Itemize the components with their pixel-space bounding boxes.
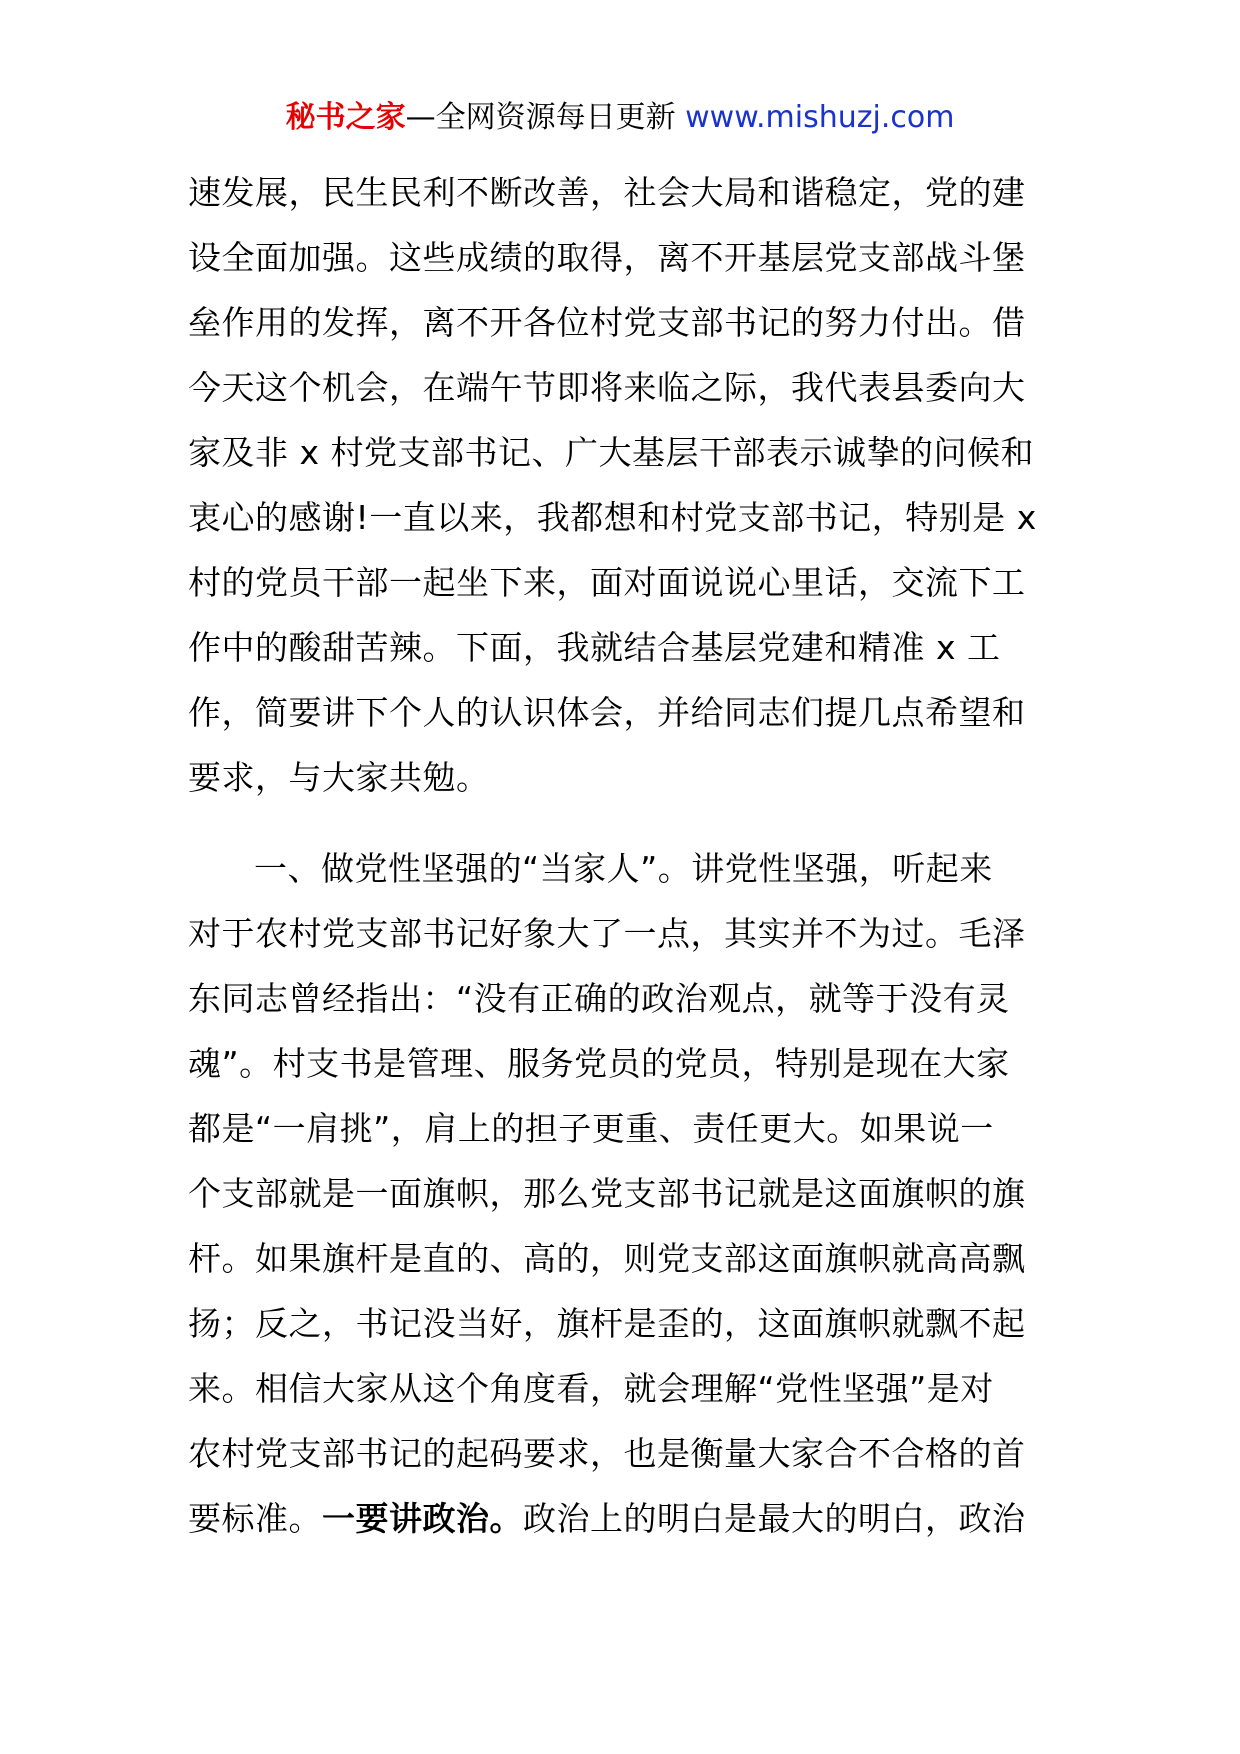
text-line: 农村党支部书记的起码要求，也是衡量大家合不合格的首 <box>188 1434 1026 1473</box>
text-line: 速发展，民生民利不断改善，社会大局和谐稳定，党的建 <box>188 173 1026 212</box>
text-line: 杆。如果旗杆是直的、高的，则党支部这面旗帜就高高飘 <box>188 1239 1026 1278</box>
paragraph-section-one <box>188 836 1056 1551</box>
paragraph-continuation <box>188 160 1056 810</box>
text-line: 作中的酸甜苦辣。下面，我就结合基层党建和精准 x 工 <box>188 628 1001 667</box>
header-tagline: —全网资源每日更新 <box>405 100 686 135</box>
text-line: 扬；反之，书记没当好，旗杆是歪的，这面旗帜就飘不起 <box>188 1304 1026 1343</box>
text-line: 对于农村党支部书记好象大了一点，其实并不为过。毛泽 <box>188 914 1026 953</box>
text-line: 都是“一肩挑”，肩上的担子更重、责任更大。如果说一 <box>188 1109 994 1148</box>
text-run: 要标准。 <box>188 1499 322 1538</box>
text-line: 魂”。村支书是管理、服务党员的党员，特别是现在大家 <box>188 1044 1010 1083</box>
text-line: 今天这个机会，在端午节即将来临之际，我代表县委向大 <box>188 368 1026 407</box>
text-line: 要求，与大家共勉。 <box>188 758 490 797</box>
text-line: 个支部就是一面旗帜，那么党支部书记就是这面旗帜的旗 <box>188 1174 1026 1213</box>
bold-subheading: 一要讲政治。 <box>322 1499 523 1538</box>
text-line: 设全面加强。这些成绩的取得，离不开基层党支部战斗堡 <box>188 238 1026 277</box>
text-line: 衷心的感谢!一直以来，我都想和村党支部书记，特别是 x <box>188 498 1037 537</box>
document-body <box>188 160 1056 1551</box>
text-line: 垒作用的发挥，离不开各位村党支部书记的努力付出。借 <box>188 303 1026 342</box>
section-heading-line: 一、做党性坚强的“当家人”。讲党性坚强，听起来 <box>254 849 993 888</box>
text-line: 东同志曾经指出：“没有正确的政治观点，就等于没有灵 <box>188 979 1010 1018</box>
site-header <box>0 98 1240 138</box>
text-run: 政治上的明白是最大的明白，政治 <box>523 1499 1026 1538</box>
site-url[interactable]: www.mishuzj.com <box>685 100 955 135</box>
text-line: 来。相信大家从这个角度看，就会理解“党性坚强”是对 <box>188 1369 994 1408</box>
brand-name: 秘书之家 <box>285 100 406 135</box>
text-line: 家及非 x 村党支部书记、广大基层干部表示诚挚的问候和 <box>188 433 1035 472</box>
text-line: 村的党员干部一起坐下来，面对面说说心里话，交流下工 <box>188 563 1026 602</box>
text-line: 作，简要讲下个人的认识体会，并给同志们提几点希望和 <box>188 693 1026 732</box>
text-line-mixed <box>188 1486 1056 1551</box>
